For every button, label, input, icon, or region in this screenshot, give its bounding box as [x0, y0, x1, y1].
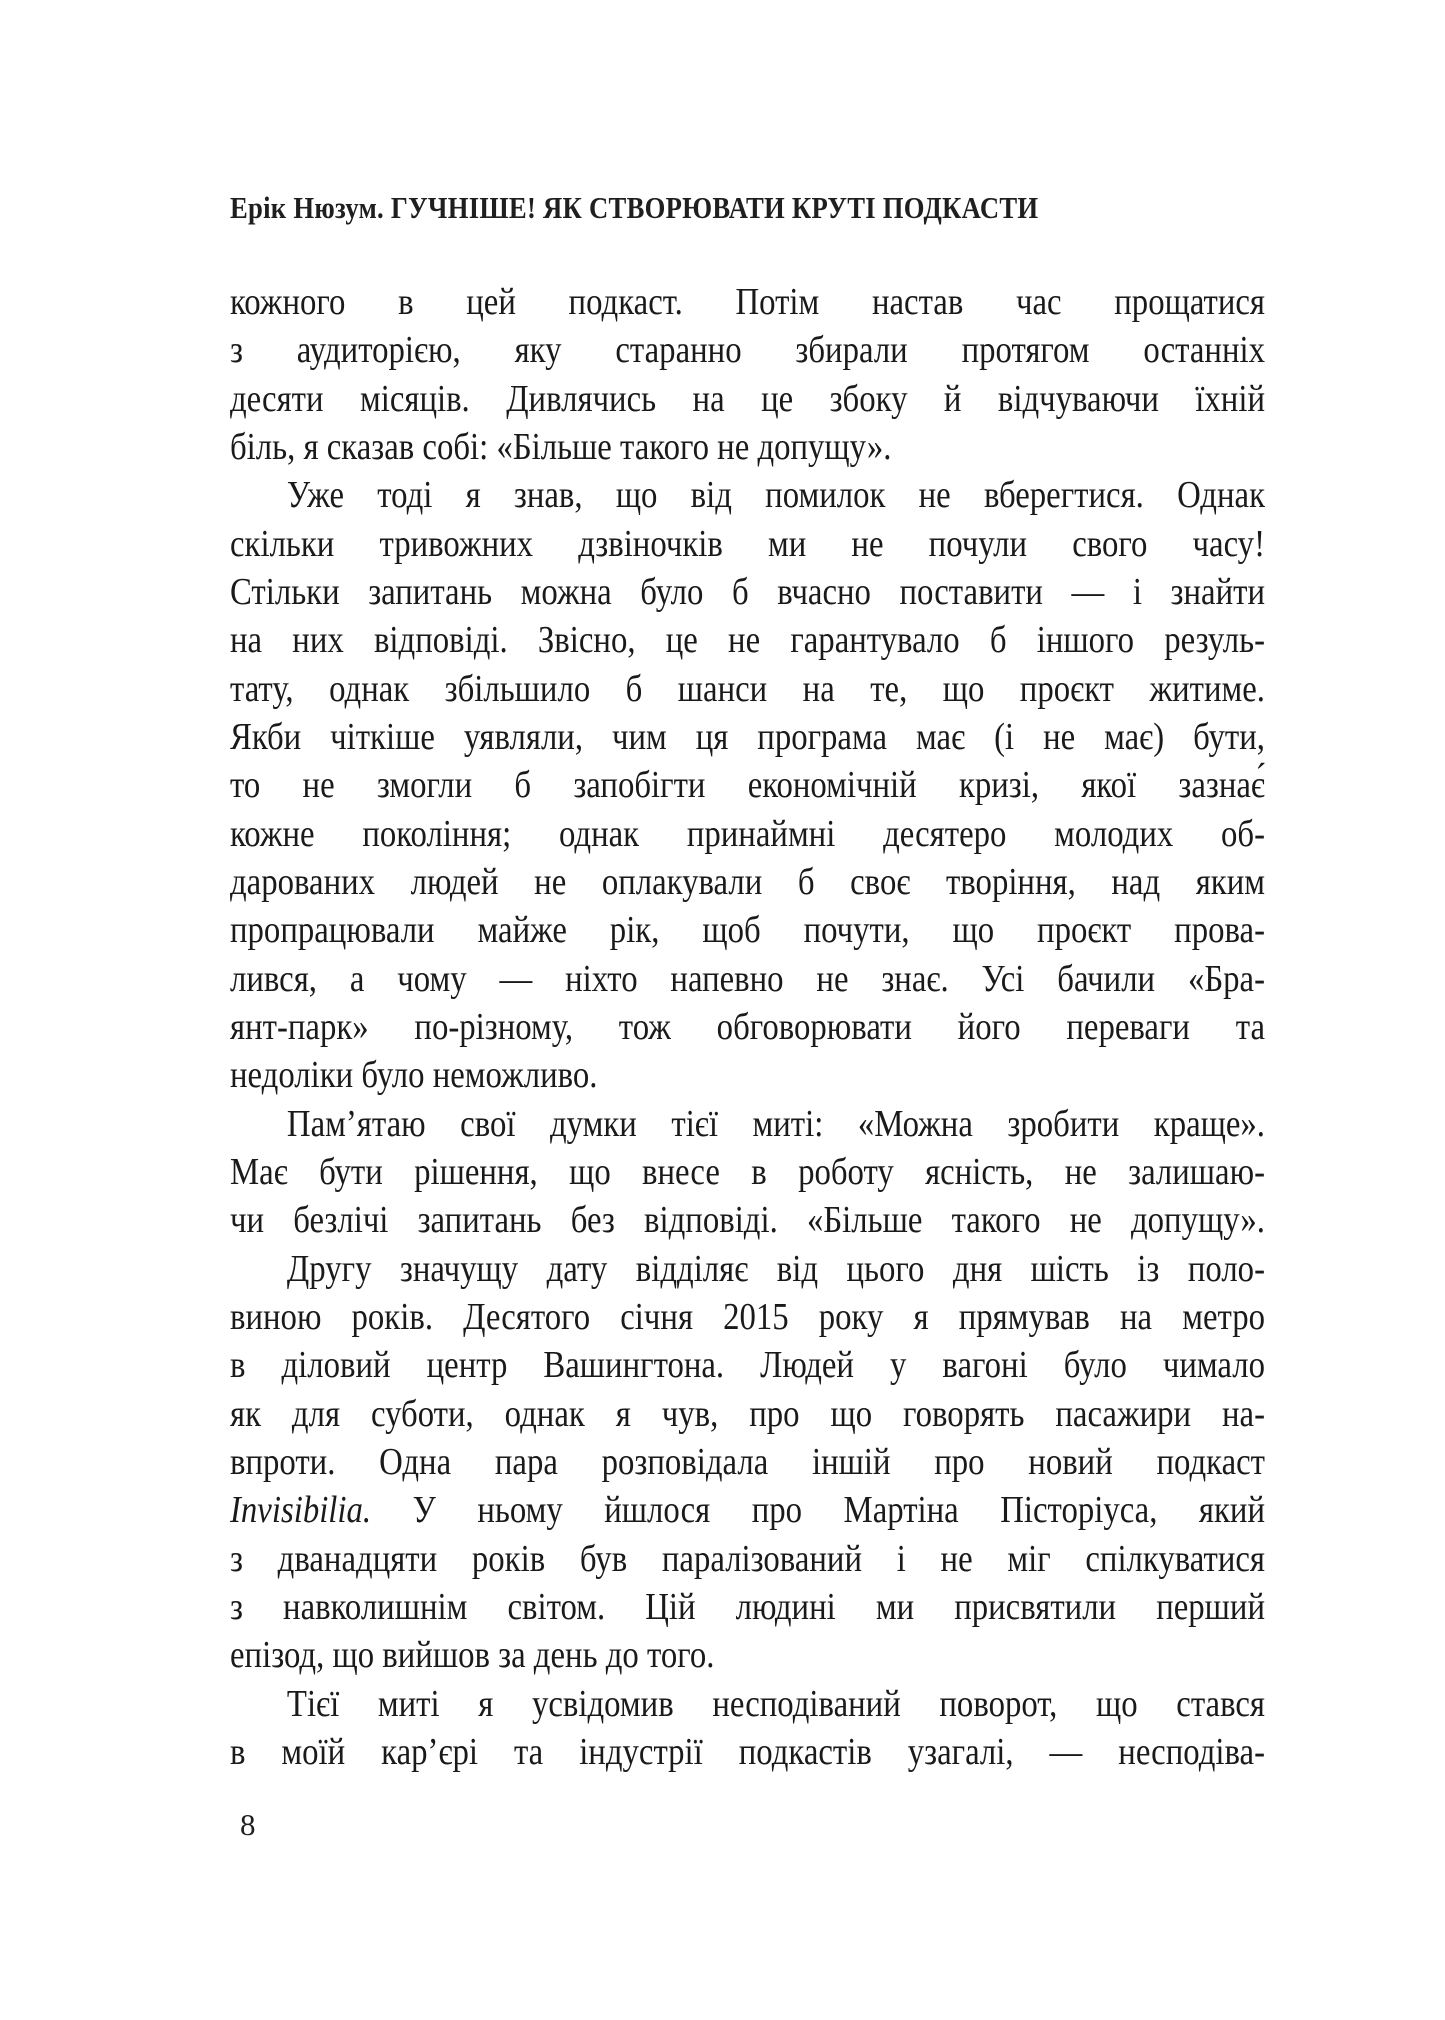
- text-line: десяти місяців. Дивлячись на це збоку й відчуваючи їхній: [230, 377, 1265, 420]
- text-line: виною років. Десятого січня 2015 року я прямував на метро: [230, 1295, 1265, 1338]
- text-line: пропрацювали майже рік, щоб почути, що проєкт прова-: [230, 909, 1265, 952]
- text-line: біль, я сказав собі: «Більше такого не допущу».: [230, 425, 892, 468]
- text-line: Пам’ятаю свої думки тієї миті: «Можна зробити краще».: [286, 1102, 1265, 1145]
- text-line: кожного в цей подкаст. Потім настав час прощатися: [230, 281, 1265, 323]
- text-segment: У ньому йшлося про Мартіна Пісторіуса, який: [371, 1489, 1265, 1532]
- text-line: на них відповіді. Звісно, це не гарантувало б іншого резуль-: [230, 619, 1265, 662]
- text-line: як для суботи, однак я чув, про що говорять пасажири на-: [230, 1392, 1265, 1435]
- text-line: Другу значущу дату відділяє від цього дня шість із поло-: [286, 1247, 1265, 1290]
- text-line: чи безлічі запитань без відповіді. «Більше такого не допущу».: [230, 1199, 1265, 1242]
- text-line: Стільки запитань можна було б вчасно поставити — і знайти: [230, 570, 1265, 613]
- paragraph: [230, 1680, 1265, 1777]
- text-line: в діловий центр Вашингтона. Людей у вагоні було чимало: [230, 1344, 1265, 1387]
- text-line: з дванадцяти років був паралізований і не міг спілкуватися: [230, 1537, 1265, 1580]
- text-line: скільки тривожних дзвіночків ми не почули свого часу!: [230, 522, 1265, 565]
- text-line: янт-парк» по-різному, тож обговорювати його переваги та: [230, 1005, 1265, 1048]
- text-line: лився, а чому — ніхто напевно не знає. Усі бачили «Бра-: [230, 957, 1265, 1000]
- text-line: з навколишнім світом. Цій людині ми присвятили перший: [230, 1585, 1265, 1628]
- paragraph: [230, 1245, 1265, 1680]
- text-line: Якби чіткіше уявляли, чим ця програма має (і не має) бути,: [230, 715, 1265, 758]
- text-line: дарованих людей не оплакували б своє творіння, над яким: [230, 860, 1265, 903]
- text-line: Має бути рішення, що внесе в роботу ясність, не залишаю-: [230, 1150, 1265, 1193]
- text-line: з аудиторією, яку старанно збирали протягом останніх: [230, 329, 1265, 372]
- text-line: Уже тоді я знав, що від помилок не вберегтися. Однак: [286, 474, 1265, 517]
- text-line: то не змогли б запобігти економічній кризі, якої зазнає́: [230, 764, 1265, 807]
- text-line: в моїй кар’єрі та індустрії подкастів узагалі, — несподіва-: [230, 1730, 1265, 1773]
- text-line: епізод, що вийшов за день до того.: [230, 1634, 715, 1677]
- paragraph: [230, 1100, 1265, 1245]
- text-line: [230, 1486, 1265, 1534]
- paragraph: [230, 278, 1265, 471]
- text-line: впроти. Одна пара розповідала іншій про новий подкаст: [230, 1440, 1265, 1483]
- text-block: [230, 278, 1265, 1776]
- italic-text-segment: Invisibilia.: [230, 1489, 372, 1532]
- page-number: 8: [240, 1807, 256, 1842]
- text-line: недоліки було неможливо.: [230, 1054, 598, 1097]
- text-line: Тієї миті я усвідомив несподіваний поворот, що стався: [286, 1682, 1265, 1725]
- running-header: Ерік Нюзум. ГУЧНІШЕ! ЯК СТВОРЮВАТИ КРУТІ ПОДКАСТИ: [230, 190, 1039, 225]
- paragraph: [230, 471, 1265, 1099]
- text-line: тату, однак збільшило б шанси на те, що проєкт житиме.: [230, 667, 1265, 710]
- text-line: кожне покоління; однак принаймні десятеро молодих об-: [230, 812, 1265, 855]
